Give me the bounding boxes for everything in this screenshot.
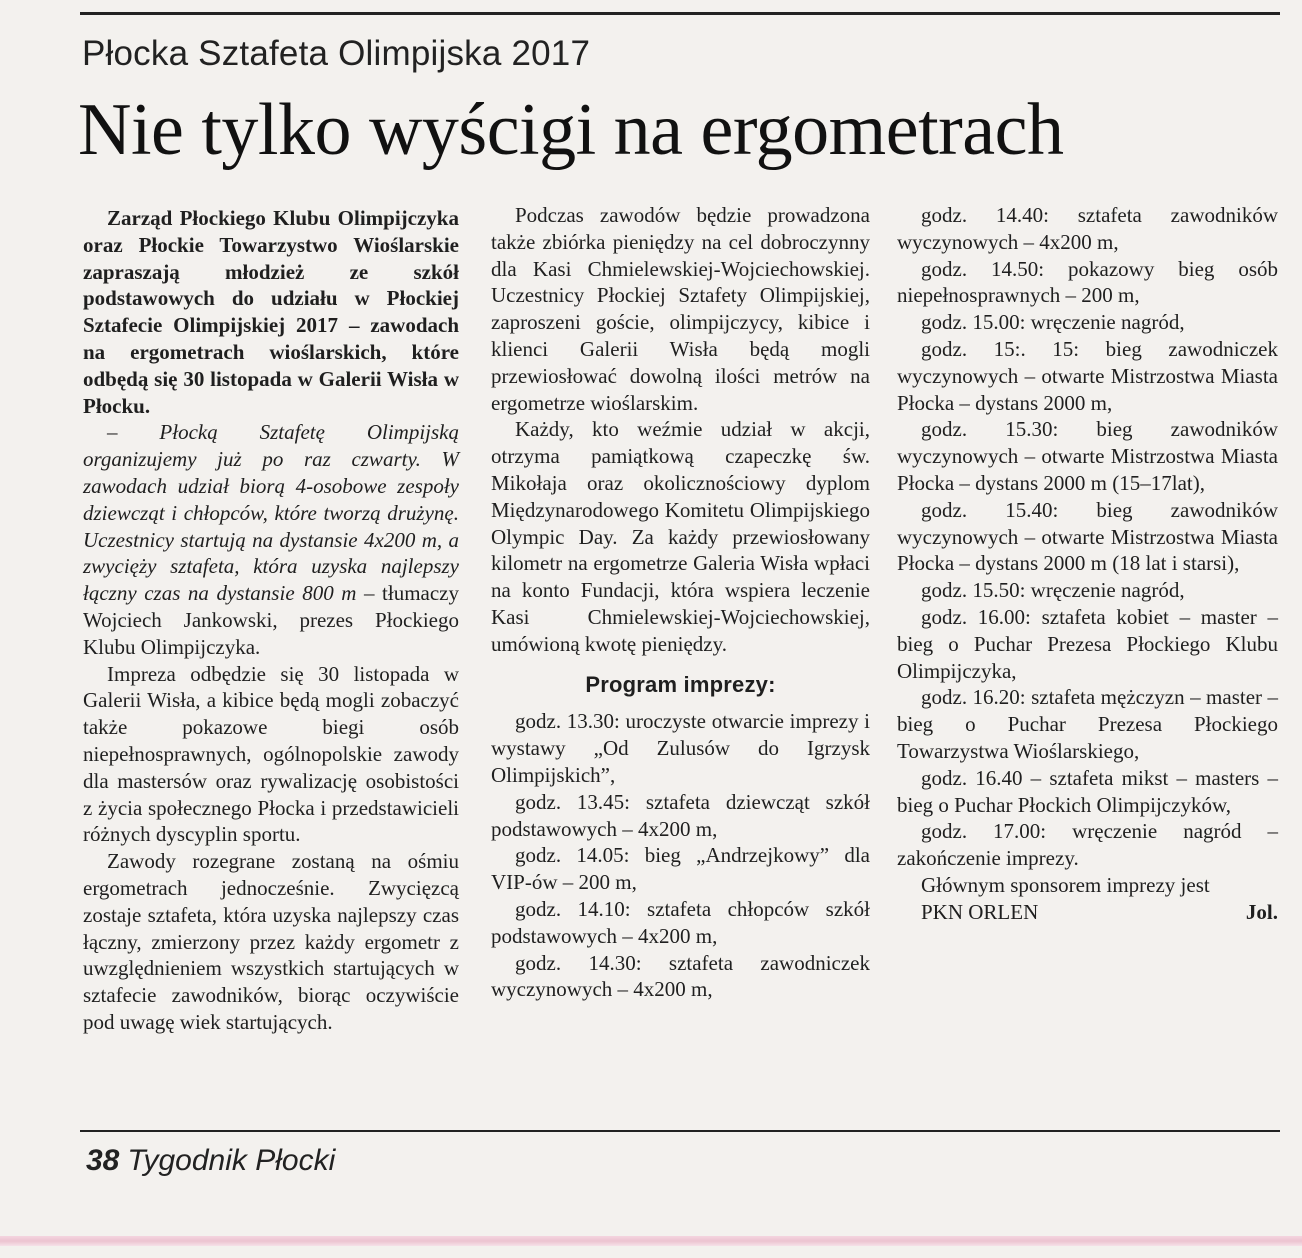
program-item: godz. 17.00: wręczenie nagród – zakończenie imprezy.	[897, 819, 1278, 871]
author-signature: Jol.	[1245, 899, 1278, 924]
sponsor-text: Głównym sponsorem imprezy jest	[921, 872, 1210, 897]
article-headline: Nie tylko wyścigi na ergometrach	[78, 89, 1064, 171]
article-column-1	[83, 205, 459, 1036]
program-item: godz. 14.10: sztafeta chłopców szkół podstawowych – 4x200 m,	[491, 896, 870, 948]
page-footer	[86, 1144, 335, 1178]
program-item: godz. 14.40: sztafeta zawodników wyczynowych – 4x200 m,	[897, 203, 1278, 254]
program-item: godz. 16.20: sztafeta mężczyzn – master – bieg o Puchar Prezesa Płockiego Towarzystwa Wioślarskiego,	[897, 685, 1278, 763]
article-column-2	[491, 202, 870, 1003]
program-item: godz. 15.30: bieg zawodników wyczynowych – otwarte Mistrzostwa Miasta Płocka – dystans 2000 m (15–17lat),	[897, 417, 1278, 495]
program-item: godz. 14.30: sztafeta zawodniczek wyczynowych – 4x200 m,	[491, 950, 870, 1002]
article-column-3	[897, 202, 1278, 926]
paragraph-podczas: Podczas zawodów będzie prowadzona także zbiórka pieniędzy na cel dobroczynny dla Kasi Chmielewskiej-Wojciechowskiej. Uczestnicy Płockiej Sztafety Olimpijskiej, zaproszeni goście, olimpijczycy, kibice i klienci Galerii Wisła będą mogli przewiosłować dowolną ilości metrów na ergometrze wioślarskim.	[491, 203, 870, 415]
bottom-rule	[80, 1130, 1280, 1132]
page-number: 38	[86, 1144, 120, 1177]
article-kicker: Płocka Sztafeta Olimpijska 2017	[82, 34, 591, 73]
article-lead: Zarząd Płockiego Klubu Olimpijczyka oraz Płockie Towarzystwo Wioślarskie zapraszają młodzież ze szkół podstawowych do udziału w Płockiej Sztafecie Olimpijskiej 2017 – zawodach na ergometrach wioślarskich, które odbędą się 30 listopada w Galerii Wisła w Płocku.	[83, 206, 459, 418]
quote-attribution: – tłumaczy Wojciech Jankowski, prezes Płockiego Klubu Olimpijczyka.	[83, 581, 459, 659]
program-item: godz. 15.40: bieg zawodników wyczynowych – otwarte Mistrzostwa Miasta Płocka – dystans 2000 m (18 lat i starsi),	[897, 497, 1278, 576]
page-edge-stripe	[0, 1236, 1302, 1246]
sponsor-name: PKN ORLEN	[921, 899, 1039, 924]
program-item: godz. 15.00: wręczenie nagród,	[921, 310, 1185, 335]
program-heading: Program imprezy:	[585, 671, 776, 697]
paragraph-zawody: Zawody rozegrane zostaną na ośmiu ergometrach jednocześnie. Zwycięzcą zostaje sztafeta, która uzyska najlepszy czas łączny, zmierzony przez każdy ergometr z uwzględnieniem wszystkich startujących w sztafecie zawodników, biorąc oczywiście pod uwagę wiek startujących.	[83, 849, 459, 1034]
article-quote-paragraph	[83, 419, 459, 660]
program-item: godz. 13.30: uroczyste otwarcie imprezy i wystawy „Od Zulusów do Igrzysk Olimpijskich”,	[491, 709, 870, 787]
program-item: godz. 16.40 – sztafeta mikst – masters – bieg o Puchar Płockich Olimpijczyków,	[897, 765, 1278, 817]
article-quote: – Płocką Sztafetę Olimpijską organizujemy już po raz czwarty. W zawodach udział biorą 4-osobowe zespoły dziewcząt i chłopców, które tworzą drużynę. Uczestnicy startują na dystansie 4x200 m, a zwycięży sztafeta, która uzyska najlepszy łączny czas na dystansie 800 m	[83, 420, 459, 606]
publication-name: Tygodnik Płocki	[127, 1144, 336, 1177]
program-item: godz. 16.00: sztafeta kobiet – master – bieg o Puchar Prezesa Płockiego Klubu Olimpijczyka,	[897, 604, 1278, 683]
program-item: godz. 14.05: bieg „Andrzejkowy” dla VIP-ów – 200 m,	[491, 843, 870, 895]
paragraph-impreza: Impreza odbędzie się 30 listopada w Galerii Wisła, a kibice będą mogli zobaczyć także pokazowe biegi osób niepełnosprawnych, ogólnopolskie zawody dla mastersów oraz rywalizację osobistości z życia społecznego Płocka i przedstawicieli różnych dyscyplin sportu.	[83, 661, 459, 847]
sponsor-line	[897, 899, 1278, 926]
program-item: godz. 13.45: sztafeta dziewcząt szkół podstawowych – 4x200 m,	[491, 789, 870, 841]
top-rule	[80, 12, 1280, 15]
program-item: godz. 15:. 15: bieg zawodniczek wyczynowych – otwarte Mistrzostwa Miasta Płocka – dystans 2000 m,	[897, 336, 1278, 415]
program-item: godz. 14.50: pokazowy bieg osób niepełnosprawnych – 200 m,	[897, 256, 1278, 308]
paragraph-kazdy: Każdy, kto weźmie udział w akcji, otrzyma pamiątkową czapeczkę św. Mikołaja oraz okolicznościowy dyplom Międzynarodowego Komitetu Olimpijskiego Olympic Day. Za każdy przewiosłowany kilometr na ergometrze Galeria Wisła wpłaci na konto Fundacji, która wspiera leczenie Kasi Chmielewskiej-Wojciechowskiej, umówioną kwotę pieniędzy.	[491, 417, 870, 656]
program-item: godz. 15.50: wręczenie nagród,	[921, 578, 1185, 603]
